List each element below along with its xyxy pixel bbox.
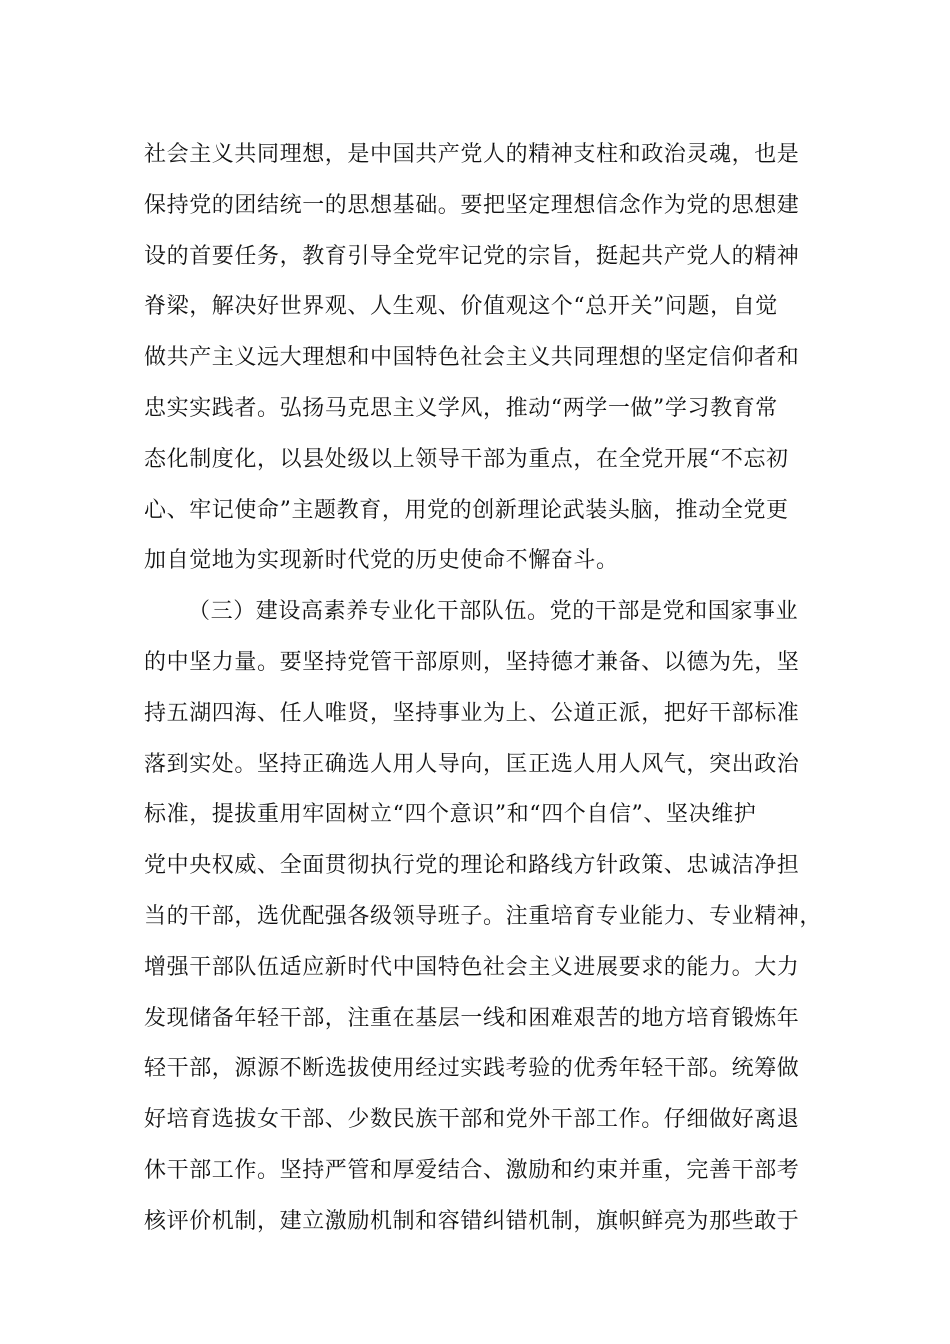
text-line: 增强干部队伍适应新时代中国特色社会主义进展要求的能力。大力 [144,954,800,980]
text-line: 标准，提拔重用牢固树立“四个意识”和“四个自信”、坚决维护 [144,802,757,828]
text-line: 忠实实践者。弘扬马克思主义学风，推动“两学一做”学习教育常 [144,395,778,421]
text-line: 核评价机制，建立激励机制和容错纠错机制，旗帜鲜亮为那些敢于 [144,1208,800,1234]
text-line: 的中坚力量。要坚持党管干部原则，坚持德才兼备、以德为先，坚 [144,649,800,675]
text-line: 党中央权威、全面贯彻执行党的理论和路线方针政策、忠诚洁净担 [144,853,800,879]
text-line: 好培育选拔女干部、少数民族干部和党外干部工作。仔细做好离退 [144,1107,800,1133]
text-line: 脊梁，解决好世界观、人生观、价值观这个“总开关”问题，自觉 [144,294,778,320]
text-line: 持五湖四海、任人唯贤，坚持事业为上、公道正派，把好干部标准 [144,700,800,726]
text-line: 做共产主义远大理想和中国特色社会主义共同理想的坚定信仰者和 [144,345,800,371]
text-line: 加自觉地为实现新时代党的历史使命不懈奋斗。 [144,548,619,574]
body-text [144,130,824,1248]
text-line: 休干部工作。坚持严管和厚爱结合、激励和约束并重，完善干部考 [144,1157,800,1183]
text-line: 当的干部，选优配强各级领导班子。注重培育专业能力、专业精神， [144,903,823,929]
text-line: 落到实处。坚持正确选人用人导向，匡正选人用人风气，突出政治 [144,751,800,777]
text-line: 态化制度化，以县处级以上领导干部为重点，在全党开展“不忘初 [144,446,789,472]
section-heading-line: （三）建设高素养专业化干部队伍。党的干部是党和国家事业 [188,599,799,625]
text-line: 轻干部，源源不断选拔使用经过实践考验的优秀年轻干部。统筹做 [144,1056,800,1082]
text-line: 设的首要任务，教育引导全党牢记党的宗旨，挺起共产党人的精神 [144,243,800,269]
text-line: 社会主义共同理想，是中国共产党人的精神支柱和政治灵魂，也是 [144,142,800,167]
text-line: 保持党的团结统一的思想基础。要把坚定理想信念作为党的思想建 [144,192,800,218]
text-line: 发现储备年轻干部，注重在基层一线和困难艰苦的地方培育锻炼年 [144,1005,800,1031]
text-line: 心、牢记使命”主题教育，用党的创新理论武装头脑，推动全党更 [144,497,789,523]
